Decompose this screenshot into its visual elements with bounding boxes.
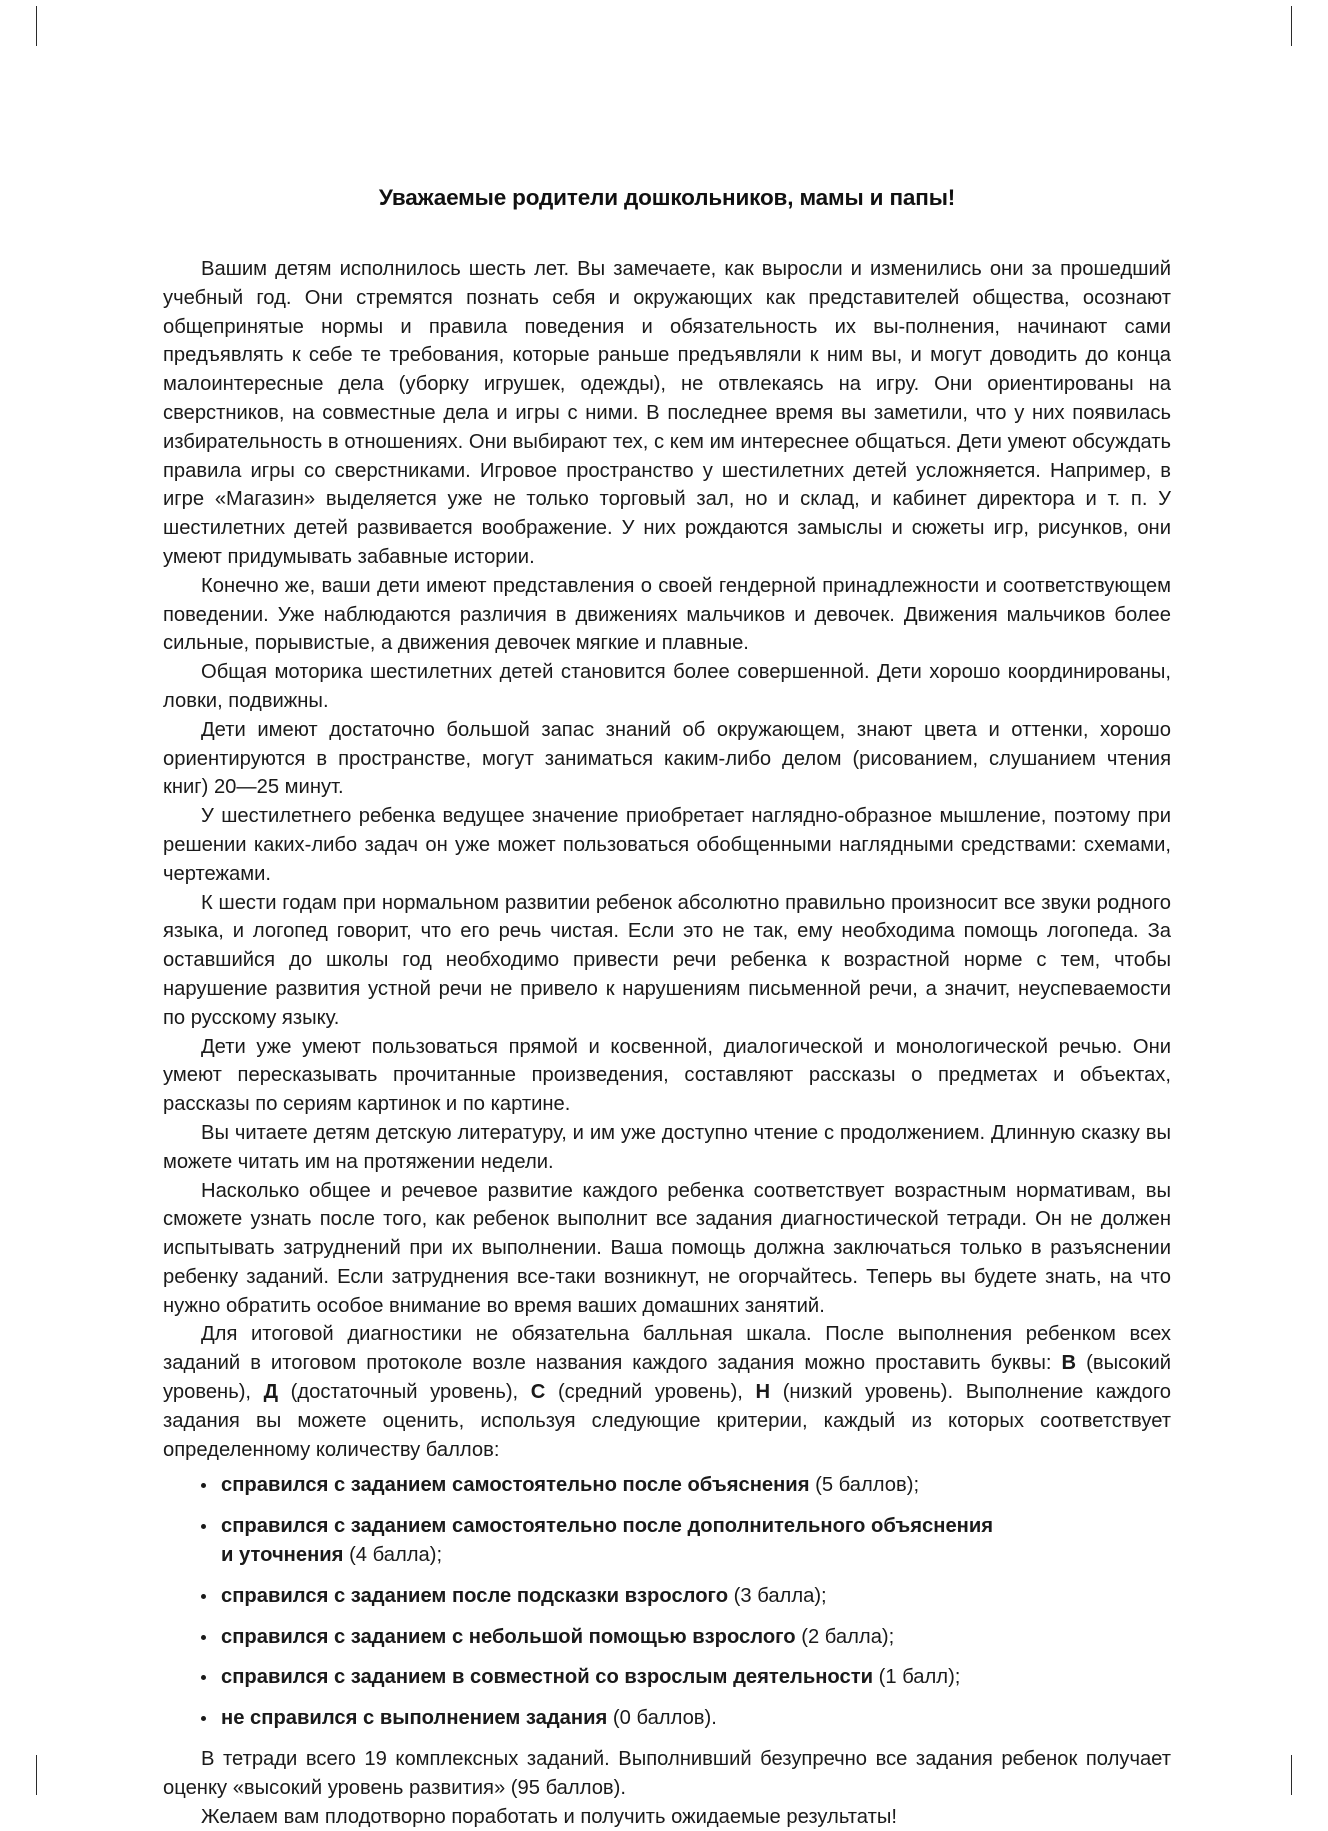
paragraph-speech-forms: Дети уже умеют пользоваться прямой и косвенной, диалогической и монологической речью. Они умеют пересказывать прочитанные произведения, составляют рассказы о предметах и объектах, рассказы по сериям картинок и по картине. xyxy=(163,1035,1171,1116)
document-body xyxy=(163,185,1171,1831)
criterion-label: справился с заданием с небольшой помощью взрослого xyxy=(221,1625,796,1648)
levels-text-after-medium: (средний уровень), xyxy=(545,1381,756,1404)
levels-text-after-high: (высокий уровень), xyxy=(163,1352,1172,1404)
paragraph-motor-skills: Общая моторика шестилетних детей становится более совершенной. Дети хорошо координированы, ловки, подвижны. xyxy=(163,661,1171,712)
levels-text-part1: Для итоговой диагностики не обязательна балльная шкала. После выполнения ребенком всех заданий в итоговом протоколе возле названия каждого задания можно проставить буквы: xyxy=(163,1323,1171,1375)
criterion-score: (0 баллов). xyxy=(607,1707,717,1730)
paragraph-thinking: У шестилетнего ребенка ведущее значение приобретает наглядно-образное мышление, поэтому при решении каких-либо задач он уже может пользоваться обобщенными наглядными средствами: схемами, чертежами. xyxy=(163,805,1171,885)
crop-mark-top-left-icon xyxy=(36,6,37,46)
paragraph-intro: Вашим детям исполнилось шесть лет. Вы замечаете, как выросли и изменились они за прошедший учебный год. Они стремятся познать себя и окружающих как представителей общества, осознают общепринятые нормы и правила поведения и обязательность их вы-полнения, начинают сами предъявлять к себе те требования, которые раньше предъявляли к ним вы, и могут доводить до конца малоинтересные дела (уборку игрушек, одежды), не отвлекаясь на игру. Они ориентированы на сверстников, на совместные дела и игры с ними. В последнее время вы заметили, что у них появилась избирательность в отношениях. Они выбирают тех, с кем им интереснее общаться. Дети умеют обсуждать правила игры со сверстниками. Игровое пространство у шестилетних детей усложняется. Например, в игре «Магазин» выделяется уже не только торговый зал, но и склад, и кабинет директора и т. п. У шестилетних детей развивается воображение. У них рождаются замыслы и сюжеты игр, рисунков, они умеют придумывать забавные истории. xyxy=(163,258,1171,568)
bullet-icon xyxy=(201,1635,206,1640)
level-letter-sufficient: Д xyxy=(263,1381,279,1404)
criterion-score: (4 балла); xyxy=(343,1544,443,1567)
bullet-icon xyxy=(201,1716,206,1721)
paragraph-speech-logoped: К шести годам при нормальном развитии ребенок абсолютно правильно произносит все звуки родного языка, и логопед говорит, что его речь чистая. Если это не так, ему необходима помощь логопеда. За оставшийся до школы год необходимо привести речи ребенка к возрастной норме с тем, чтобы нарушение развития устной речи не привело к нарушениям письменной речи, а значит, неуспеваемости по русскому языку. xyxy=(163,891,1171,1029)
criterion-score: (2 балла); xyxy=(795,1625,895,1648)
criterion-score: (5 баллов); xyxy=(809,1474,920,1497)
bullet-icon xyxy=(201,1524,206,1529)
criterion-score: (1 балл); xyxy=(873,1666,961,1689)
criterion-label: справился с заданием самостоятельно после дополнительного объяснения xyxy=(221,1515,994,1538)
list-item xyxy=(163,1582,1171,1611)
paragraph-gender-behaviour: Конечно же, ваши дети имеют представления о своей гендерной принадлежности и соответствующем поведении. Уже наблюдаются различия в движениях мальчиков и девочек. Движения мальчиков более сильные, порывистые, а движения девочек мягкие и плавные. xyxy=(163,574,1171,655)
levels-text-after-low: (низкий уровень). Выполнение каждого задания вы можете оценить, используя следующие критерии, каждый из которых соответствует определенному количеству баллов: xyxy=(163,1381,1171,1461)
level-letter-medium: С xyxy=(530,1381,546,1404)
bullet-icon xyxy=(201,1483,206,1488)
level-letter-high: В xyxy=(1061,1352,1077,1375)
criterion-label: справился с заданием самостоятельно после объяснения xyxy=(221,1474,810,1497)
bullet-icon xyxy=(201,1675,206,1680)
list-item xyxy=(163,1663,1171,1692)
crop-mark-bottom-left-icon xyxy=(36,1755,37,1795)
bullet-icon xyxy=(201,1594,206,1599)
page-title: Уважаемые родители дошкольников, мамы и папы! xyxy=(378,185,956,210)
levels-text-after-sufficient: (достаточный уровень), xyxy=(278,1381,531,1404)
paragraph-wishes: Желаем вам плодотворно поработать и получить ожидаемые результаты! xyxy=(201,1805,897,1828)
list-item xyxy=(163,1704,1171,1733)
crop-mark-top-right-icon xyxy=(1291,6,1292,46)
paragraph-diagnostics-notebook: Насколько общее и речевое развитие каждого ребенка соответствует возрастным нормативам, вы сможете узнать после того, как ребенок выполнит все задания диагностической тетради. Он не должен испытывать затруднений при их выполнении. Ваша помощь должна заключаться только в разъяснении ребенку заданий. Если затруднения все-таки возникнут, не огорчайтесь. Теперь вы будете знать, на что нужно обратить особое внимание во время ваших домашних занятий. xyxy=(163,1179,1171,1317)
list-item xyxy=(163,1512,1171,1570)
criterion-label-line2: и уточнения xyxy=(221,1544,344,1567)
criterion-label: справился с заданием после подсказки взрослого xyxy=(221,1584,729,1607)
paragraph-reading: Вы читаете детям детскую литературу, и им уже доступно чтение с продолжением. Длинную сказку вы можете читать им на протяжении недели. xyxy=(163,1121,1171,1173)
criteria-list xyxy=(163,1471,1171,1733)
criterion-score: (3 балла); xyxy=(728,1584,827,1607)
list-item xyxy=(163,1623,1171,1652)
criterion-label: справился с заданием в совместной со взрослым деятельности xyxy=(221,1666,874,1689)
crop-mark-bottom-right-icon xyxy=(1291,1755,1292,1795)
paragraph-total-tasks: В тетради всего 19 комплексных заданий. Выполнивший безупречно все задания ребенок получает оценку «высокий уровень развития» (95 баллов). xyxy=(163,1748,1171,1799)
level-letter-low: Н xyxy=(755,1381,771,1404)
list-item xyxy=(163,1471,1171,1500)
paragraph-knowledge: Дети имеют достаточно большой запас знаний об окружающем, знают цвета и оттенки, хорошо ориентируются в пространстве, могут заниматься каким-либо делом (рисованием, слушанием чтения книг) 20—25 минут. xyxy=(163,718,1171,799)
criterion-label: не справился с выполнением задания xyxy=(221,1707,608,1730)
paragraph-level-letters xyxy=(163,1320,1171,1464)
